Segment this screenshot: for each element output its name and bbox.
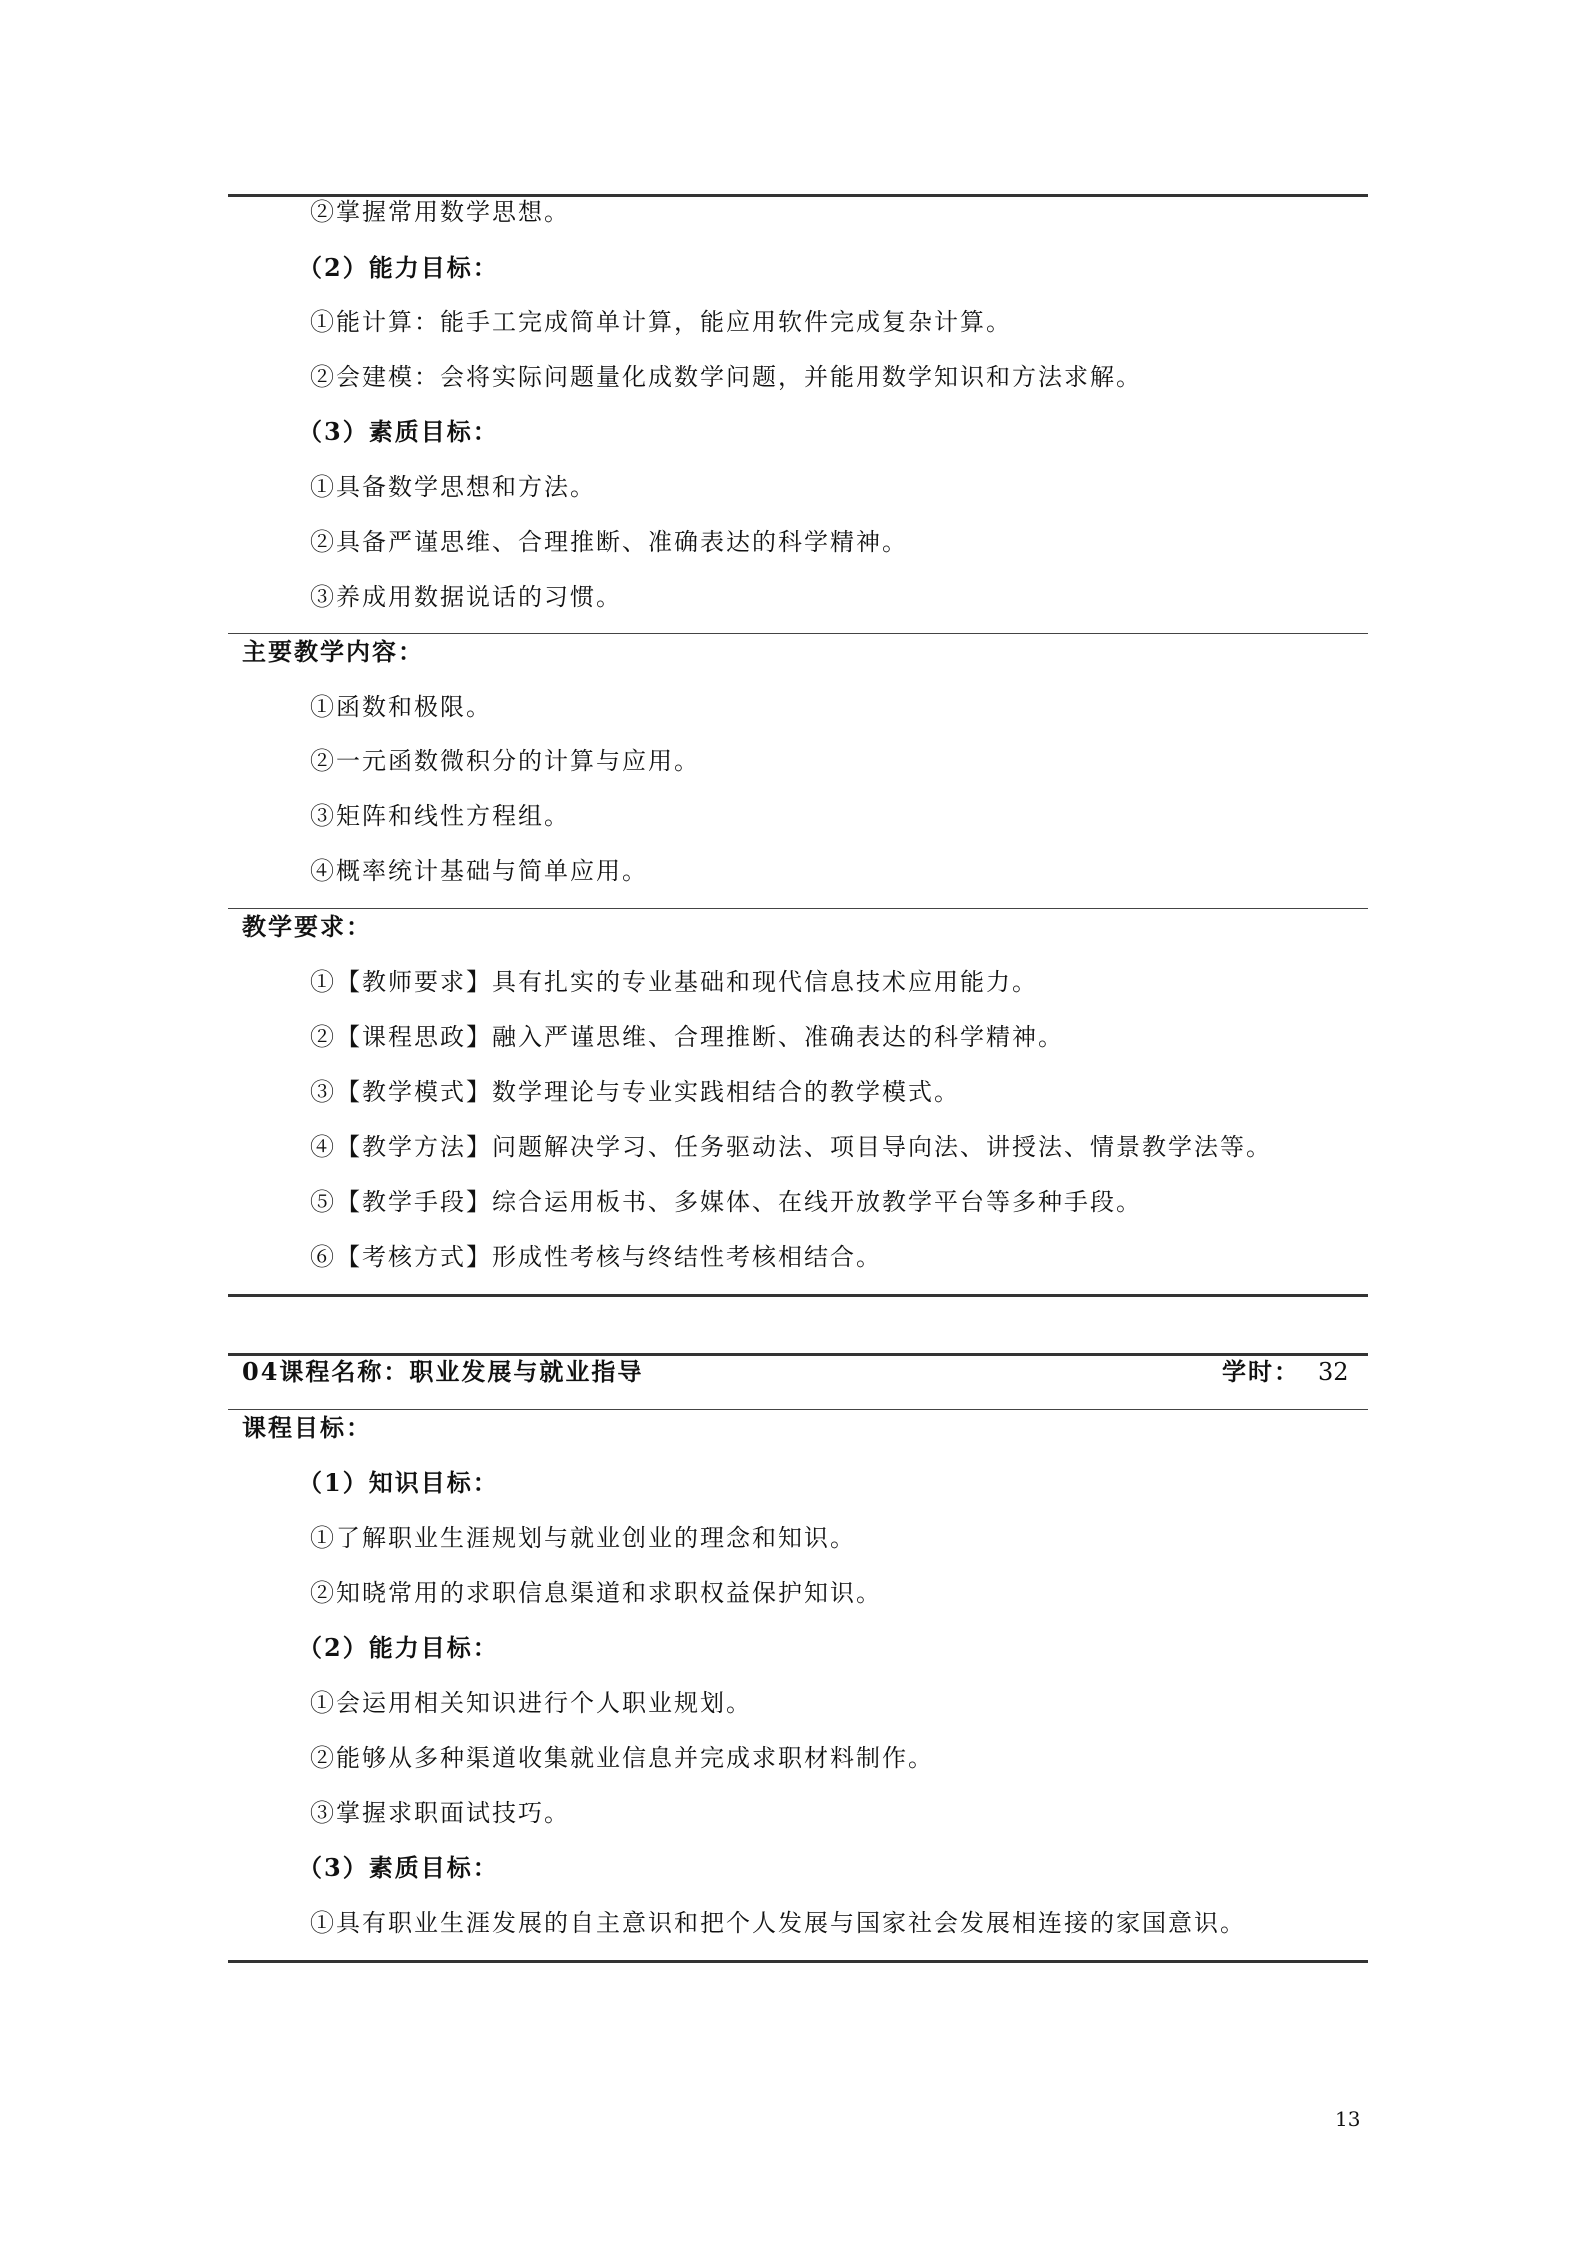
requirement-item-5: ⑤【教学手段】综合运用板书、多媒体、在线开放教学平台等多种手段。 — [310, 1188, 1142, 1216]
requirements-heading: 教学要求： — [242, 912, 372, 941]
content-item-2: ②一元函数微积分的计算与应用。 — [310, 747, 700, 775]
knowledge-item-2: ②知晓常用的求职信息渠道和求职权益保护知识。 — [310, 1579, 882, 1607]
requirement-item-2: ②【课程思政】融入严谨思维、合理推断、准确表达的科学精神。 — [310, 1023, 1064, 1051]
ability-item-2: ②会建模：会将实际问题量化成数学问题，并能用数学知识和方法求解。 — [310, 363, 1142, 391]
ability-item-2-2: ②能够从多种渠道收集就业信息并完成求职材料制作。 — [310, 1744, 934, 1772]
section2-bottom-rule — [228, 1960, 1368, 1963]
content-divider — [228, 633, 1368, 634]
ability-heading-2: （2）能力目标： — [298, 1633, 499, 1662]
quality-heading: （3）素质目标： — [298, 417, 499, 446]
goal-heading: 课程目标： — [242, 1413, 372, 1442]
hours-value: 32 — [1318, 1358, 1349, 1386]
quality-item-2: ②具备严谨思维、合理推断、准确表达的科学精神。 — [310, 528, 908, 556]
course-title: 04课程名称：职业发展与就业指导 — [242, 1357, 644, 1386]
knowledge-item-1: ①了解职业生涯规划与就业创业的理念和知识。 — [310, 1524, 856, 1552]
requirement-item-3: ③【教学模式】数学理论与专业实践相结合的教学模式。 — [310, 1078, 960, 1106]
content-item-1: ①函数和极限。 — [310, 693, 492, 721]
requirement-item-4: ④【教学方法】问题解决学习、任务驱动法、项目导向法、讲授法、情景教学法等。 — [310, 1133, 1272, 1161]
quality-item-2-1: ①具有职业生涯发展的自主意识和把个人发展与国家社会发展相连接的家国意识。 — [310, 1909, 1246, 1937]
content-item-3: ③矩阵和线性方程组。 — [310, 802, 570, 830]
requirement-item-6: ⑥【考核方式】形成性考核与终结性考核相结合。 — [310, 1243, 882, 1271]
ability-item-2-3: ③掌握求职面试技巧。 — [310, 1799, 570, 1827]
goal-divider — [228, 1409, 1368, 1410]
section1-bottom-rule — [228, 1294, 1368, 1297]
knowledge-item-2: ②掌握常用数学思想。 — [310, 198, 570, 226]
ability-item-2-1: ①会运用相关知识进行个人职业规划。 — [310, 1689, 752, 1717]
quality-item-3: ③养成用数据说话的习惯。 — [310, 583, 622, 611]
content-heading: 主要教学内容： — [242, 637, 424, 666]
requirements-divider — [228, 908, 1368, 909]
page-number: 13 — [1335, 2107, 1361, 2131]
knowledge-heading: （1）知识目标： — [298, 1468, 499, 1497]
quality-heading-2: （3）素质目标： — [298, 1853, 499, 1882]
section2-top-rule — [228, 1353, 1368, 1356]
ability-item-1: ①能计算：能手工完成简单计算，能应用软件完成复杂计算。 — [310, 308, 1012, 336]
content-item-4: ④概率统计基础与简单应用。 — [310, 857, 648, 885]
requirement-item-1: ①【教师要求】具有扎实的专业基础和现代信息技术应用能力。 — [310, 968, 1038, 996]
hours-label: 学时： — [1222, 1357, 1300, 1386]
quality-item-1: ①具备数学思想和方法。 — [310, 473, 596, 501]
ability-heading: （2）能力目标： — [298, 253, 499, 282]
